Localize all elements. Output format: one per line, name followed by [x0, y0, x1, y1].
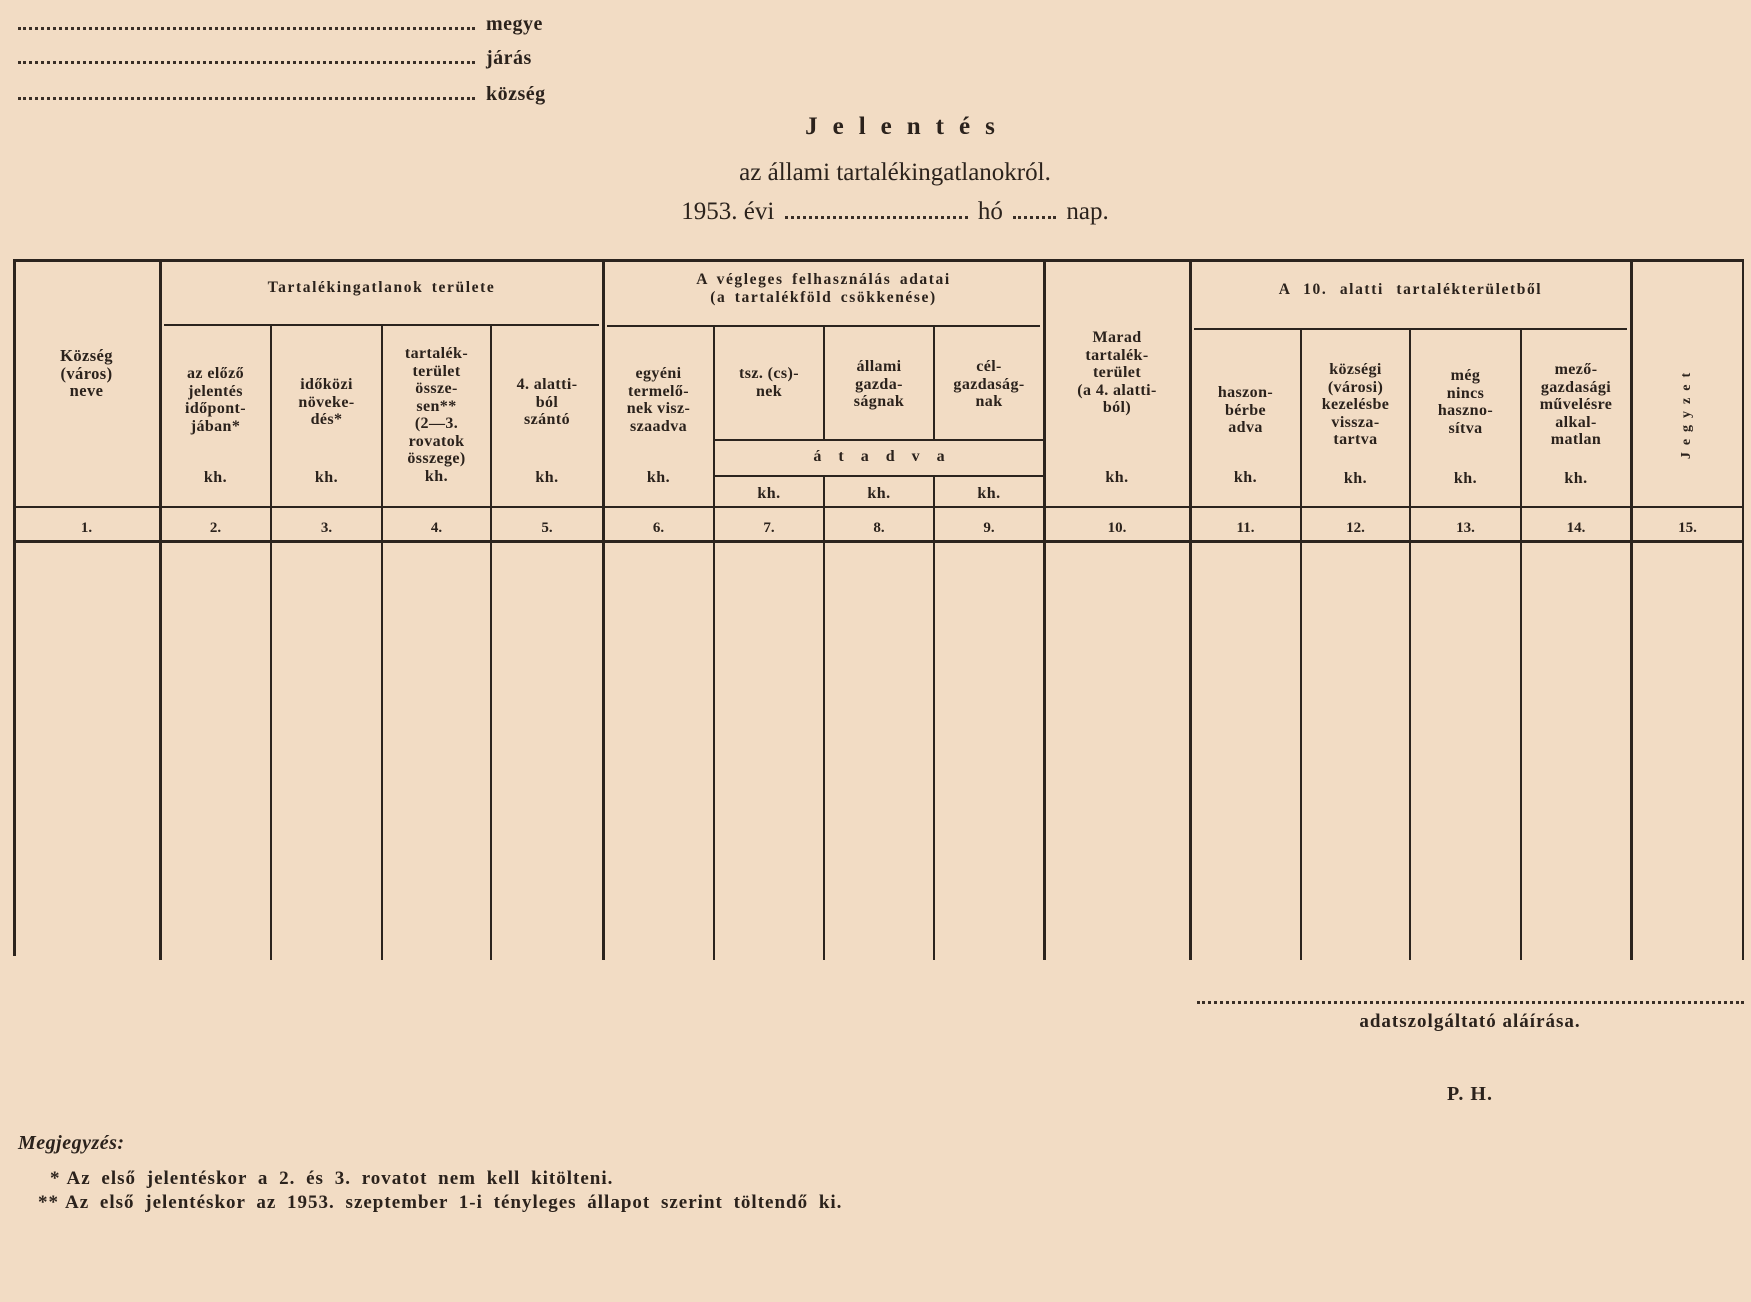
- footnote-text: Az első jelentéskor az 1953. szeptember 1-i tényleges állapot szerint töltendő ki.: [65, 1192, 843, 1213]
- column-unit: kh.: [314, 469, 339, 486]
- footnote-marker: *: [50, 1168, 61, 1189]
- column-header-1: [13, 347, 160, 400]
- column-header-line: gazdaság-: [953, 375, 1025, 393]
- column-header-line: sen**: [416, 397, 457, 415]
- signature-line: [1197, 1001, 1744, 1004]
- report-table: [13, 259, 1744, 961]
- header-bottom-rule: [13, 506, 1744, 508]
- table-body: [13, 543, 1744, 960]
- column-header-line: szántó: [524, 411, 570, 428]
- county-field: [18, 9, 543, 35]
- column-header-line: vissza-: [1331, 413, 1380, 431]
- transfer-label: átadva: [813, 448, 962, 465]
- column-header-line: összege): [407, 450, 466, 467]
- column-header-line: községi: [1329, 361, 1382, 378]
- column-header-7: [714, 365, 824, 400]
- county-label: megye: [486, 13, 543, 35]
- column-header-line: gazda-: [855, 375, 903, 393]
- column-header-line: az előző: [187, 365, 244, 382]
- column-header-line: matlan: [1550, 431, 1602, 448]
- column-header-10: [1044, 329, 1190, 417]
- transfer-row-top: [714, 439, 1044, 441]
- column-header-line: termelő-: [628, 382, 689, 400]
- date-day-label: nap.: [1066, 198, 1109, 225]
- village-field: [18, 79, 546, 105]
- document-subtitle: az állami tartalékingatlanokról.: [739, 159, 1051, 186]
- column-header-line: terület: [412, 362, 461, 380]
- footnote-text: Az első jelentéskor a 2. és 3. rovatot nem kell kitölteni.: [66, 1168, 614, 1189]
- column-header-line: (város): [60, 363, 113, 383]
- column-header-line: ból): [1102, 399, 1132, 416]
- column-header-line: nek: [755, 382, 783, 400]
- column-number: 14.: [1566, 520, 1586, 536]
- column-header-line: rovatok: [408, 432, 465, 450]
- column-unit: kh.: [1105, 469, 1129, 486]
- column-header-line: időpont-: [185, 400, 246, 417]
- column-header-line: Község: [60, 346, 113, 365]
- district-label: járás: [486, 47, 532, 69]
- footnote: [50, 1167, 613, 1191]
- column-header-line: dés*: [310, 411, 343, 428]
- column-header-line: nincs: [1446, 384, 1485, 402]
- column-header-line: növeke-: [298, 393, 355, 411]
- column-header-line: nak: [975, 393, 1003, 410]
- column-header-line: ságnak: [853, 393, 905, 410]
- column-number: 15.: [1678, 520, 1697, 536]
- column-number: 12.: [1346, 520, 1365, 536]
- column-header-11: [1190, 384, 1301, 437]
- date-year-label: 1953. évi: [681, 198, 775, 225]
- column-header-8: [824, 358, 934, 411]
- column-header-14: [1521, 361, 1631, 449]
- column-unit: kh.: [867, 485, 891, 502]
- column-header-line: haszon-: [1217, 384, 1274, 401]
- column-number: 10.: [1107, 520, 1127, 536]
- column-header-line: neve: [69, 381, 104, 400]
- column-header-line: gazdasági: [1540, 378, 1612, 396]
- column-unit: kh.: [757, 485, 781, 502]
- column-header-line: terület: [1092, 364, 1142, 381]
- column-header-6: [603, 365, 714, 435]
- column-number: 9.: [983, 520, 995, 536]
- month-blank: [785, 216, 968, 219]
- footnote: [38, 1191, 842, 1215]
- village-label: község: [486, 83, 546, 105]
- column-header-line: tsz. (cs)-: [739, 365, 799, 382]
- column-header-line: sítva: [1448, 419, 1483, 437]
- column-header-line: ból: [535, 393, 559, 411]
- document-title: Jelentés: [805, 113, 1010, 140]
- column-header-line: egyéni: [635, 365, 682, 382]
- district-field: [18, 43, 532, 69]
- signature-label: adatszolgáltató aláírása.: [1359, 1011, 1581, 1032]
- column-number: 6.: [652, 520, 665, 536]
- column-header-line: tartva: [1333, 431, 1378, 448]
- column-header-15: Jegyzet: [1679, 365, 1694, 460]
- column-header-line: tartalék-: [1085, 346, 1149, 364]
- column-header-line: időközi: [300, 376, 353, 393]
- column-header-line: adva: [1228, 419, 1263, 436]
- column-header-line: (a 4. alatti-: [1077, 381, 1157, 399]
- group-header-from-col-10: A 10. alatti tartalékterületből: [1278, 281, 1543, 298]
- column-header-line: jában*: [190, 417, 241, 435]
- report-date-line: [600, 197, 1190, 227]
- column-unit: kh.: [977, 485, 1001, 502]
- column-header-line: még: [1450, 367, 1481, 384]
- column-header-line: össze-: [415, 380, 458, 397]
- column-number: 1.: [80, 520, 93, 536]
- group-header-line: (a tartalékföld csökkenése): [710, 288, 937, 306]
- county-blank: [18, 27, 475, 30]
- column-header-9: [934, 358, 1044, 411]
- column-header-line: haszno-: [1437, 402, 1494, 419]
- column-number: 8.: [873, 520, 885, 536]
- column-header-line: tartalék-: [404, 345, 469, 362]
- stamp-label: P. H.: [1447, 1083, 1493, 1105]
- column-number: 2.: [209, 520, 222, 536]
- table-top-border: [13, 259, 1744, 262]
- column-number: 13.: [1456, 520, 1475, 536]
- column-number: 3.: [320, 520, 333, 536]
- column-header-line: kezelésbe: [1321, 396, 1390, 413]
- column-header-line: 4. alatti-: [516, 376, 578, 393]
- column-number: 11.: [1236, 520, 1255, 536]
- column-unit: kh.: [1564, 470, 1588, 487]
- column-unit: kh.: [1343, 470, 1368, 487]
- group-header-final-use: [603, 271, 1044, 306]
- column-header-line: nek visz-: [626, 400, 691, 417]
- column-header-line: Marad: [1092, 329, 1142, 346]
- column-unit: kh.: [203, 469, 228, 486]
- column-number: 5.: [541, 520, 553, 536]
- day-blank: [1013, 216, 1056, 219]
- column-unit: kh.: [1453, 470, 1478, 487]
- column-header-13: [1410, 367, 1521, 437]
- column-header-line: művelésre: [1539, 396, 1613, 413]
- village-blank: [18, 97, 475, 100]
- column-header-5: [491, 376, 603, 429]
- column-header-line: szaadva: [629, 417, 688, 435]
- column-unit: kh.: [424, 468, 449, 485]
- column-header-line: állami: [856, 358, 902, 375]
- column-header-line: mező-: [1554, 361, 1598, 378]
- column-header-line: alkal-: [1555, 413, 1597, 431]
- date-month-label: hó: [977, 198, 1003, 225]
- notes-heading: Megjegyzés:: [18, 1132, 125, 1154]
- column-header-line: cél-: [976, 358, 1002, 375]
- column-header-line: bérbe: [1224, 401, 1267, 419]
- group-header-line: A végleges felhasználás adatai: [696, 271, 951, 288]
- column-unit: kh.: [535, 469, 559, 486]
- column-header-line: (2—3.: [414, 415, 459, 432]
- column-header-line: (városi): [1327, 378, 1384, 396]
- column-header-4: [382, 345, 491, 468]
- transfer-row-bottom: [714, 475, 1044, 477]
- district-blank: [18, 61, 475, 64]
- group-header-reserve-area: Tartalékingatlanok területe: [267, 279, 496, 296]
- column-number: 4.: [430, 520, 443, 536]
- column-header-3: [271, 376, 382, 429]
- footnote-marker: **: [38, 1192, 59, 1213]
- column-unit: kh.: [1233, 469, 1258, 486]
- column-header-2: [160, 365, 271, 435]
- column-header-12: [1301, 361, 1410, 449]
- column-number: 7.: [763, 520, 775, 536]
- column-header-line: jelentés: [188, 382, 243, 400]
- column-unit: kh.: [646, 469, 671, 486]
